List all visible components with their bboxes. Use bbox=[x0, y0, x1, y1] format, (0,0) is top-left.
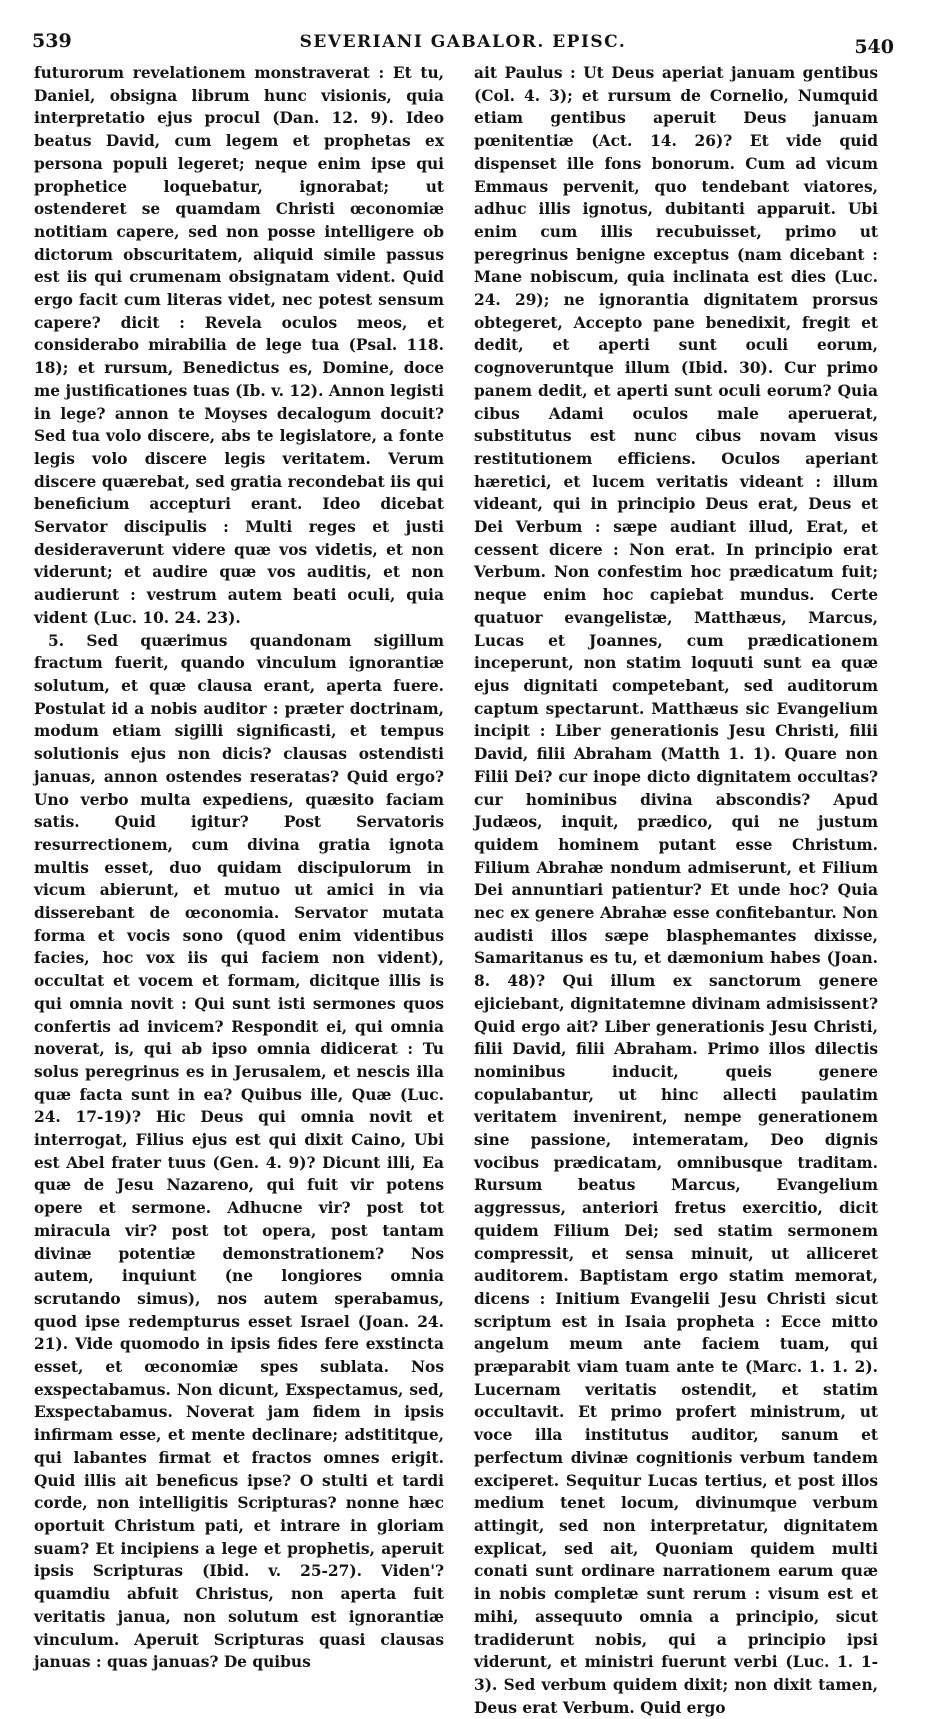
running-title: SEVERIANI GABALOR. EPISC. bbox=[299, 32, 627, 52]
page-header bbox=[32, 30, 894, 58]
left-column bbox=[34, 62, 444, 1674]
right-column bbox=[474, 62, 878, 1719]
right-paragraph-1: ait Paulus : Ut Deus aperiat januam gentibus (Col. 4. 3); et rursum de Cornelio, Numquid etiam gentibus aperuit Deus januam pœnitentiæ (Act. 14. 26)? Et vide quid dispenset ille fons bonorum. Cum ad vicum Emmaus pervenit, quo tendebant viatores, adhuc illis ignotus, dubitanti apparuit. Ubi enim cum illis recubuisset, primo ut peregrinus benigne exceptus (nam dicebant : Mane nobiscum, quia inclinata est dies (Luc. 24. 29); ne ignorantia dignitatem prorsus obtegeret, Accepto pane benedixit, fregit et dedit, et aperti sunt oculi eorum, cognoveruntque illum (Ibid. 30). Cur primo panem dedit, et aperti sunt oculi eorum? Quia cibus Adami oculos male aperuerat, substitutus est nunc cibus novam visus restitutionem efficiens. Oculos aperiant hæretici, et lucem veritatis videant : illum videant, qui in principio Deus erat, Deus et Dei Verbum : sæpe audiant illud, Erat, et cessent dicere : Non erat. In principio erat Verbum. Non confestim hoc prædicatum fuit; neque enim hoc capiebat mundus. Certe quatuor evangelistæ, Matthæus, Marcus, Lucas et Joannes, cum prædicationem inceperunt, non statim loquuti sunt ea quæ ejus dignitati competebant, sed auditorum captum spectarunt. Matthæus sic Evangelium incipit : Liber generationis Jesu Christi, filii David, filii Abraham (Matth 1. 1). Quare non Filii Dei? cur inope dicto dignitatem occultas? cur hominibus divina abscondis? Apud Judæos, inquit, prædico, qui ne justum quidem hominem putant esse Christum. Filium Abrahæ nondum admiserunt, et Filium Dei annuntiari patientur? Et unde hoc? Quia nec ex genere Abrahæ esse confitebantur. Non audisti illos sæpe blasphemantes dixisse, Samaritanus es tu, et dæmonium habes (Joan. 8. 48)? Qui illum ex sanctorum genere ejiciebant, dignitatemne divinam admisissent? Quid ergo ait? Liber generationis Jesu Christi, filii David, filii Abraham. Primo illos dilectis nominibus inducit, queis genere copulabantur, ut hinc allecti paulatim veritatem invenirent, nempe generationem sine passione, intemeratam, Deo dignis vocibus prædicatam, omnibusque traditam. Rursum beatus Marcus, Evangelium aggressus, anteriori fretus exercitio, dicit quidem Filium Dei; sed statim sermonem compressit, et sensa minuit, ut alliceret auditorem. Baptistam ergo statim memorat, dicens : Initium Evangelii Jesu Christi sicut scriptum est in Isaia propheta : Ecce mitto angelum meum ante faciem tuam, qui præparabit viam tuam ante te (Marc. 1. 1. 2). Lucernam veritatis ostendit, et statim occultavit. Et primo profert ministrum, ut voce illa institutus auditor, sanum et perfectum divinæ cognitionis verbum tandem exciperet. Sequitur Lucas tertius, et post illos medium tenet locum, divinumque verbum attingit, sed non interpretatur, dignitatem explicat, sed ait, Quoniam quidem multi conati sunt ordinare narrationem earum quæ in nobis completæ sunt rerum : visum est et mihi, assequuto omnia a principio, sicut tradiderunt nobis, qui a principio ipsi viderunt, et ministri fuerunt verbi (Luc. 1. 1-3). Sed verbum quidem dixit; non dixit tamen, Deus erat Verbum. Quid ergo bbox=[474, 64, 878, 1717]
left-paragraph-2: 5. Sed quærimus quandonam sigillum fractum fuerit, quando vinculum ignorantiæ solutum, et quæ clausa erant, aperta fuere. Postulat id a nobis auditor : præter doctrinam, modum etiam sigilli significasti, et tempus solutionis ejus non dicis? clausas ostendisti januas, annon ostendes reseratas? Quid ergo? Uno verbo multa expediens, quæsito faciam satis. Quid igitur? Post Servatoris resurrectionem, cum divina gratia ignota multis esset, duo quidam discipulorum in vicum abierunt, et mutuo ut amici in via disserebant de œconomia. Servator mutata forma et vocis sono (quod enim videntibus facies, hoc vox iis qui faciem non vident), occultat et vocem et formam, dicitque illis is qui omnia novit : Qui sunt isti sermones quos confertis ad invicem? Respondit ei, qui omnia noverat, is, qui ab ipso omnia didicerat : Tu solus peregrinus es in Jerusalem, et nescis illa quæ facta sunt in ea? Quibus ille, Quæ (Luc. 24. 17-19)? Hic Deus qui omnia novit et interrogat, Filius ejus est qui dixit Caino, Ubi est Abel frater tuus (Gen. 4. 9)? Dicunt illi, Ea quæ de Jesu Nazareno, qui fuit vir potens opere et sermone. Adhucne vir? post tot miracula vir? post tot opera, post tantam divinæ potentiæ demonstrationem? Nos autem, inquiunt (ne longiores omnia scrutando simus), nos autem sperabamus, quod ipse redempturus esset Israel (Joan. 24. 21). Vide quomodo in ipsis fides fere exstincta esset, et œconomiæ spes sublata. Nos exspectabamus. Non dicunt, Exspectamus, sed, Exspectabamus. Noverat jam fidem in ipsis infirmam esse, et mente declinare; adstititque, qui labantes firmat et fractos omnes erigit. Quid illis ait beneficus ipse? O stulti et tardi corde, non intelligitis Scripturas? nonne hæc oportuit Christum pati, et intrare in gloriam suam? Et incipiens a lege et prophetis, aperuit ipsis Scripturas (Ibid. v. 25-27). Viden'? quamdiu abfuit Christus, non aperta fuit veritatis janua, non solutum est ignorantiæ vinculum. Aperuit Scripturas quasi clausas januas : quas januas? De quibus bbox=[34, 631, 444, 1672]
page-number-right: 540 bbox=[854, 36, 894, 58]
page-number-left: 539 bbox=[32, 30, 72, 52]
left-paragraph-1: futurorum revelationem monstraverat : Et tu, Daniel, obsigna librum hunc visionis, quia interpretatio ejus procul (Dan. 12. 9). Ideo beatus David, cum legem et prophetas ex persona populi legeret; neque enim ipse qui prophetice loquebatur, ignorabat; ut ostenderet se quamdam Christi œconomiæ notitiam capere, sed non posse intelligere ob dictorum obscuritatem, aliquid simile passus est iis qui crumenam obsignatam vident. Quid ergo facit cum literas videt, nec potest sensum capere? dicit : Revela oculos meos, et considerabo mirabilia de lege tua (Psal. 118. 18); et rursum, Benedictus es, Domine, doce me justificationes tuas (Ib. v. 12). Annon legisti in lege? annon te Moyses decalogum docuit? Sed tua volo discere, abs te legislatore, a fonte legis volo discere legis veritatem. Verum discere quærebat, sed gratia recondebat iis qui beneficium accepturi erant. Ideo dicebat Servator discipulis : Multi reges et justi desideraverunt videre quæ vos videtis, et non viderunt; et audire quæ vos auditis, et non audierunt : vestrum autem beati oculi, quia vident (Luc. 10. 24. 23). bbox=[34, 64, 444, 627]
